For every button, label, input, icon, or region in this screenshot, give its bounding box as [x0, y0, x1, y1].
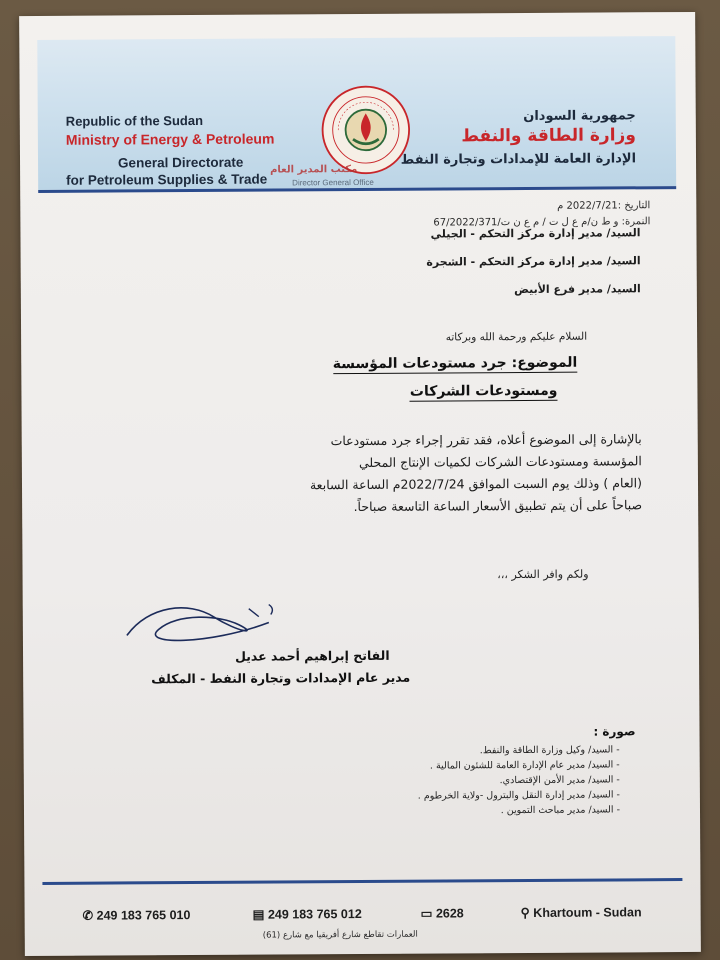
office-stamp-english: Director General Office: [292, 177, 374, 188]
office-stamp-arabic: مكتب المدير العام: [270, 164, 358, 176]
addressee-2: السيد/ مدير إدارة مركز التحكم - الشجرة: [426, 254, 641, 269]
letter-number: النمرة: و ط ن/م ع ل ت / م ع ن ت/67/2022/371: [433, 216, 651, 229]
footer-address: العمارات تقاطع شارع أفريقيا مع شارع (61): [262, 929, 418, 941]
letter-footer: [42, 890, 682, 954]
footer-mobile: [83, 907, 191, 923]
letterhead-english: [66, 112, 306, 187]
cc-item: - السيد/ مدير الأمن الإقتصادي.: [300, 772, 620, 789]
ar-directorate-text: الإدارة العامة للإمدادات وتجارة النفط: [400, 151, 637, 168]
signatory-title: مدير عام الإمدادات وتجارة النفط - المكلف: [151, 669, 411, 687]
cc-list: [300, 742, 620, 819]
letter-body: [122, 428, 643, 519]
fax-icon: ▤: [252, 907, 265, 922]
closing-text: ولكم وافر الشكر ،،،: [497, 567, 589, 582]
body-line: بالإشارة إلى الموضوع أعلاه، فقد تقرر إجراء جرد مستودعات: [330, 431, 642, 449]
body-line: صباحاً على أن يتم تطبيق الأسعار الساعة التاسعة صباحاً.: [353, 497, 643, 515]
letter-date: التاريخ :2022/7/21 م: [557, 200, 651, 212]
letterhead-arabic: [376, 108, 636, 168]
subject-line-2: ومستودعات الشركات: [409, 382, 558, 400]
cc-item: - السيد/ وكيل وزارة الطاقة والنفط.: [300, 742, 620, 759]
location-pin-icon: ⚲: [520, 905, 530, 921]
footer-fax: [253, 906, 362, 922]
subject-line: الموضوع: جرد مستودعات المؤسسة: [332, 354, 578, 373]
footer-mobile-text: 249 183 765 010: [96, 908, 191, 923]
en-republic-text: Republic of the Sudan: [65, 112, 204, 129]
addressee-3: السيد/ مدير فرع الأبيض: [514, 282, 641, 297]
signatory-name: الفاتح إبراهيم أحمد عديل: [235, 647, 390, 664]
en-directorate-text-2: for Petroleum Supplies & Trade: [66, 171, 268, 188]
cc-label: صورة :: [593, 724, 636, 739]
ar-republic-text: جمهورية السودان: [523, 108, 636, 124]
signature: [119, 594, 319, 655]
en-ministry-text: Ministry of Energy & Petroleum: [65, 130, 275, 148]
footer-po-box: [421, 905, 464, 920]
cc-item: - السيد/ مدير عام الإدارة العامة للشئون المالية .: [300, 757, 620, 774]
phone-icon: ✆: [82, 908, 94, 923]
footer-divider: [42, 878, 682, 885]
footer-po-box-text: 2628: [435, 906, 464, 921]
addressee-1: السيد/ مدير إدارة مركز التحكم - الجيلي: [430, 226, 641, 241]
cc-item: - السيد/ مدير مباحث التموين .: [300, 802, 620, 819]
mailbox-icon: ▭: [420, 906, 433, 921]
greeting: السلام عليكم ورحمة الله وبركاته: [445, 330, 588, 344]
letter-page: [19, 12, 701, 956]
footer-fax-text: 249 183 765 012: [267, 906, 362, 922]
ar-ministry-text: وزارة الطاقة والنفط: [461, 125, 636, 147]
body-line: المؤسسة ومستودعات الشركات لكميات الإنتاج المحلي: [358, 453, 642, 471]
en-directorate-text: General Directorate: [117, 154, 244, 171]
footer-location: [521, 904, 642, 920]
footer-location-text: Khartoum - Sudan: [533, 905, 642, 920]
cc-item: - السيد/ مدير إدارة النقل والبترول -ولاية الخرطوم .: [300, 787, 620, 804]
body-line: (العام ) وذلك يوم السبت الموافق 2022/7/24م الساعة السابعة: [309, 475, 643, 493]
